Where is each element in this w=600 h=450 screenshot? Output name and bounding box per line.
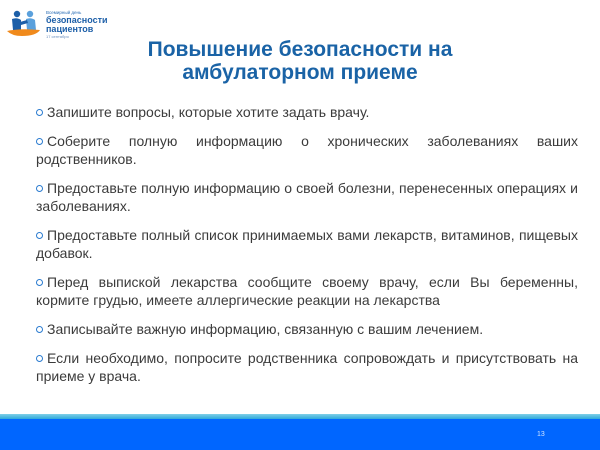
list-item: Предоставьте полную информацию о своей болезни, перенесенных операциях и заболеваниях. <box>36 180 578 214</box>
page-number: 13 <box>537 431 545 438</box>
list-item: Если необходимо, попросите родственника сопровождать и присутствовать на приеме у врача. <box>36 350 578 384</box>
logo-line-1: Всемирный день <box>46 10 82 15</box>
people-hands-icon <box>6 8 44 40</box>
logo-line-2: безопасности <box>46 14 108 25</box>
list-item: Перед выпиской лекарства сообщите своему врачу, если Вы беременны, кормите грудью, имеете аллергические реакции на лекарства <box>36 274 578 308</box>
list-item: Соберите полную информацию о хронических заболеваниях ваших родственников. <box>36 133 578 167</box>
list-item: Записывайте важную информацию, связанную с вашим лечением. <box>28 320 578 338</box>
hollow-circle-bullet-icon <box>36 109 43 116</box>
hollow-circle-bullet-icon <box>36 185 43 192</box>
advice-list <box>28 103 578 396</box>
logo-date: 17 сентября <box>46 33 69 39</box>
footer-bar <box>0 419 600 450</box>
list-item: Предоставьте полный список принимаемых вами лекарств, витаминов, пищевых добавок. <box>36 227 578 261</box>
hollow-circle-bullet-icon <box>36 355 43 362</box>
logo-line-3: пациентов <box>46 23 94 34</box>
hollow-circle-bullet-icon <box>36 232 43 239</box>
title-line-1: Повышение безопасности на <box>147 38 453 61</box>
hollow-circle-bullet-icon <box>36 326 43 333</box>
hollow-circle-bullet-icon <box>36 138 43 145</box>
list-item: Запишите вопросы, которые хотите задать врачу. <box>28 103 578 121</box>
event-logo <box>6 8 121 40</box>
title-line-2: амбулаторном приеме <box>182 61 418 84</box>
hollow-circle-bullet-icon <box>36 279 43 286</box>
slide-title <box>100 38 500 84</box>
